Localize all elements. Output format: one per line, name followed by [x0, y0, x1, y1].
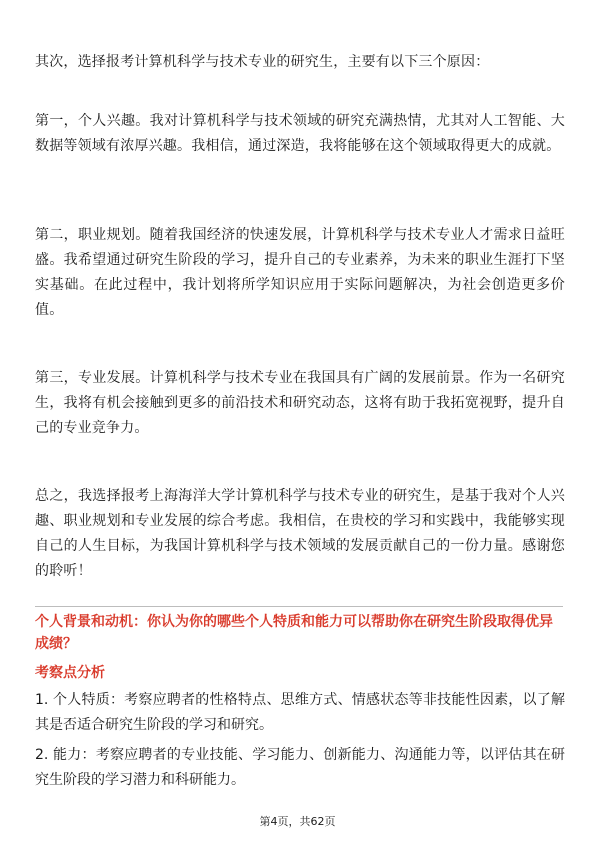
paragraph-intro: 其次，选择报考计算机科学与技术专业的研究生，主要有以下三个原因： — [35, 54, 490, 70]
section-divider — [35, 606, 563, 607]
page-number: 第4页，共62页 — [259, 815, 336, 828]
analysis-item-abilities: 2. 能力：考察应聘者的专业技能、学习能力、创新能力、沟通能力等，以评估其在研究生阶段的学习潜力和科研能力。 — [35, 747, 565, 788]
question-heading: 个人背景和动机：你认为你的哪些个人特质和能力可以帮助你在研究生阶段取得优异成绩？ — [35, 614, 553, 652]
paragraph-first-reason: 第一，个人兴趣。我对计算机科学与技术领域的研究充满热情，尤其对人工智能、大数据等领域有浓厚兴趣。我相信，通过深造，我将能够在这个领域取得更大的成就。 — [35, 113, 565, 154]
analysis-item-traits: 1. 个人特质：考察应聘者的性格特点、思维方式、情感状态等非技能性因素，以了解其是否适合研究生阶段的学习和研究。 — [35, 692, 565, 733]
analysis-title: 考察点分析 — [35, 665, 105, 681]
paragraph-conclusion: 总之，我选择报考上海海洋大学计算机科学与技术专业的研究生，是基于我对个人兴趣、职业规划和专业发展的综合考虑。我相信，在贵校的学习和实践中，我能够实现自己的人生目标，为我国计算机科学与技术领域的发展贡献自己的一份力量。感谢您的聆听！ — [35, 488, 565, 579]
paragraph-third-reason: 第三，专业发展。计算机科学与技术专业在我国具有广阔的发展前景。作为一名研究生，我将有机会接触到更多的前沿技术和研究动态，这将有助于我拓宽视野，提升自己的专业竞争力。 — [35, 370, 565, 436]
paragraph-second-reason: 第二，职业规划。随着我国经济的快速发展，计算机科学与技术专业人才需求日益旺盛。我希望通过研究生阶段的学习，提升自己的专业素养，为未来的职业生涯打下坚实基础。在此过程中，我计划将所学知识应用于实际问题解决，为社会创造更多价值。 — [35, 227, 565, 318]
